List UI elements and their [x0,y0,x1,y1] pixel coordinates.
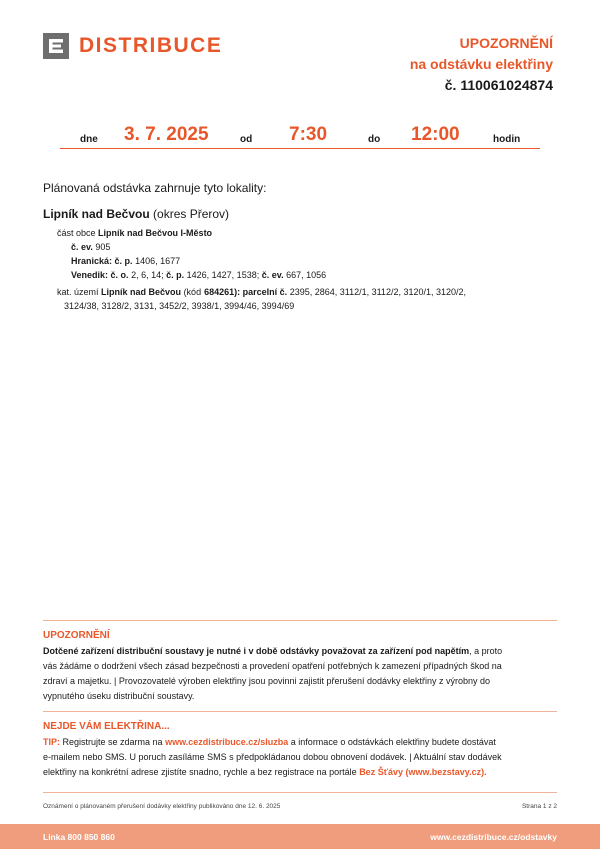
outage-schedule [60,120,540,149]
cadastral-name: Lipník nad Bečvou [101,287,182,297]
parcel-values: 2395, 2864, 3112/1, 3112/2, 3120/1, 3120/2, [289,287,467,297]
cadastral-line-1 [57,285,547,299]
cadastral-prefix: kat. území [57,287,99,297]
divider [43,711,557,712]
date-label: dne [80,134,98,145]
ev-values: 905 [95,242,111,252]
from-label: od [240,134,253,145]
notice-number: č. 110061024874 [444,77,553,93]
cadastral-code-text: (kód [183,287,202,297]
outages-website-link[interactable]: www.cezdistribuce.cz/odstavky [430,832,557,842]
location-details [57,226,326,282]
town-part [57,226,326,240]
town-part-prefix: část obce [57,228,96,238]
tip-rest: a informace o odstávkách elektřiny budete dostávat [290,737,496,747]
cez-logo-icon [43,33,69,59]
parcel-values-continued: 3124/38, 3128/2, 3131, 3452/2, 3938/1, 3994/46, 3994/69 [64,301,295,311]
district-name: (okres Přerov) [153,207,230,221]
portal-text: elektřiny na konkrétní adrese zjistíte snadno, rychle a bez registrace na portále [43,767,357,777]
warning-text [43,644,558,704]
ev-label: č. ev. [261,270,284,280]
cp-label: č. p. [166,270,185,280]
time-from: 7:30 [289,124,328,145]
street-venedik [57,268,326,282]
outage-date: 3. 7. 2025 [124,124,209,145]
cp-values: 1406, 1677 [135,256,181,266]
warning-bold: Dotčené zařízení distribuční soustavy je nutné i v době odstávky považovat za zařízení pod napětím [43,646,470,656]
notice-heading [410,33,553,95]
publication-note: Oznámení o plánovaném přerušení dodávky elektřiny publikováno dne 12. 6. 2025 [43,803,281,810]
divider [43,792,557,793]
warning-line: vypnutého úseku distribuční soustavy. [43,691,195,701]
cadastral-code: 684261 [204,287,235,297]
cez-logo [43,33,222,59]
notice-subtitle: na odstávku elektřiny [409,56,553,72]
no-power-title: NEJDE VÁM ELEKTŘINA... [43,721,170,732]
footer-bar [0,824,600,849]
warning-line: zdraví a majetku. | Provozovatelé výroben elektřiny jsou povinni zajistit přerušení dodávky elektřiny z výrobny do [43,676,491,686]
time-to: 12:00 [411,124,460,145]
cadastral-code-close: ): [234,287,241,297]
cp-values: 1426, 1427, 1538; [186,270,260,280]
town-part-name: Lipník nad Bečvou I-Město [98,228,213,238]
hotline[interactable]: Linka 800 850 860 [43,832,115,842]
tip-label: TIP: [43,737,60,747]
no-power-text [43,735,558,780]
cadastral-area [57,285,547,313]
street-name: Hranická: [71,256,113,266]
street-name: Venedik: [71,270,109,280]
hours-label: hodin [493,134,521,145]
portal-paren-open: ( [405,767,409,777]
portal-paren-close: ). [481,767,487,777]
co-values: 2, 6, 14; [131,270,164,280]
evidence-numbers [57,240,326,254]
divider [43,620,557,621]
parcel-label: parcelní č. [242,287,288,297]
cp-label: č. p. [114,256,133,266]
to-label: do [368,134,381,145]
portal-link[interactable]: www.bezstavy.cz [408,767,482,777]
no-power-line: e-mailem nebo SMS. U poruch zasíláme SMS s předpokládanou dobou obnovení dodávek. | Aktuální stav dodávek [43,752,502,762]
co-label: č. o. [110,270,129,280]
brand-name: DISTRIBUCE [79,34,223,57]
ev-label: č. ev. [71,242,93,252]
locations-intro: Plánovaná odstávka zahrnuje tyto lokality: [43,181,267,195]
municipality-heading [43,207,229,221]
ev-values: 667, 1056 [286,270,327,280]
warning-title: UPOZORNĚNÍ [43,630,110,641]
page-number: Strana 1 z 2 [521,803,557,810]
tip-text: Registrujte se zdarma na [62,737,163,747]
street-hranicka [57,254,326,268]
warning-line: vás žádáme o dodržení všech zásad bezpečnosti a provedení opatření potřebných k zamezení případných škod na [43,661,502,671]
portal-name: Bez Šťávy [359,767,404,777]
notice-title: UPOZORNĚNÍ [459,35,553,51]
registration-link[interactable]: www.cezdistribuce.cz/sluzba [165,737,289,747]
municipality-name: Lipník nad Bečvou [43,207,150,221]
warning-rest: , a proto [469,646,503,656]
